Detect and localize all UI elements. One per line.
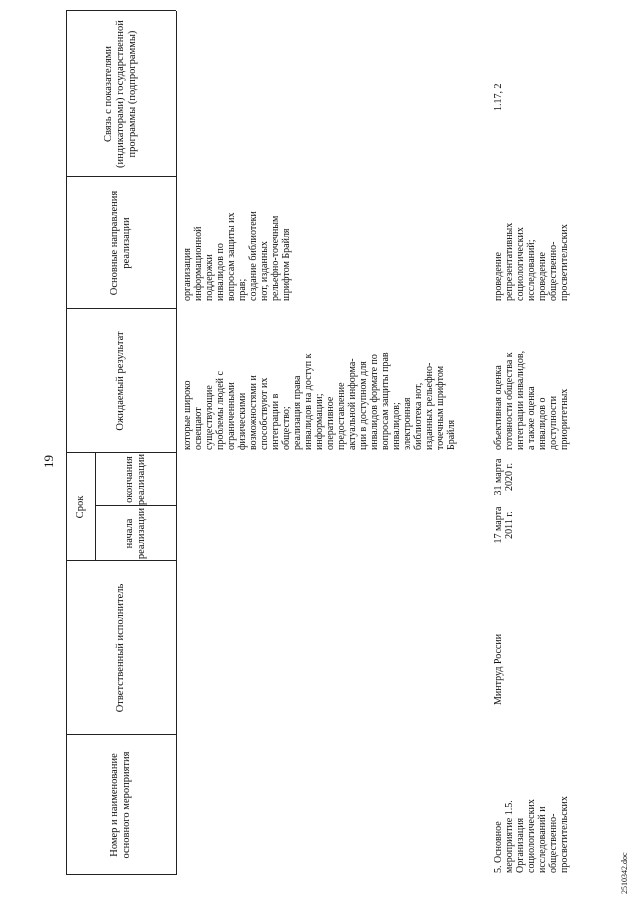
continued-expected-result: которые широко освещают существующие проблемы людей с ограниченными физическими возможностями и способствуют их интеграции в общество; реализация права инвалидов на доступ к информации; оперативное предоставление актуальной информа- ции в доступном для инвалидов формате по вопросам защиты прав инвалидов; электронная библиотека нот, изданных рельефно- точечным шрифтом Брайля bbox=[182, 352, 457, 450]
header-directions: Основные направления реализации bbox=[109, 190, 132, 296]
continued-directions: организация информационной поддержки инвалидов по вопросам защиты их прав; создание библиотеки нот, изданных рельефно-точечным шрифтом Брайля bbox=[182, 211, 292, 301]
row5-start: 17 марта 2011 г. bbox=[493, 506, 515, 544]
header-term-start: начала реализации bbox=[123, 507, 147, 560]
header-expected-result: Ожидаемый результат bbox=[115, 331, 126, 431]
row5-executor: Минтруд России bbox=[493, 633, 504, 705]
row5-end: 31 марта 2020 г. bbox=[493, 458, 515, 496]
header-executor: Ответственный исполнитель bbox=[115, 583, 126, 713]
row5-number-name: 5. Основное мероприятие 1.5. Организация социологических исследований и общественно- просветительских bbox=[493, 796, 570, 873]
header-term-end: окончания реализации bbox=[123, 453, 147, 506]
row5-link: 1.17, 2 bbox=[493, 83, 504, 111]
row5-expected-result: объективная оценка готовности общества к интеграции инвалидов, а также оценка инвалидов о доступности приоритетных bbox=[493, 350, 570, 450]
document-code: 2510342.doc bbox=[620, 852, 629, 894]
header-term: Срок bbox=[74, 495, 86, 519]
row5-directions: проведение репрезентативных социологических исследований; проведение общественно- просветительских bbox=[493, 222, 570, 301]
header-number-name: Номер и наименование основного мероприятия bbox=[109, 751, 132, 859]
header-link: Связь с показателями (индикаторами) государственной программы (подпрограммы) bbox=[103, 20, 138, 168]
header-bottom-rule bbox=[176, 11, 177, 875]
page-number: 19 bbox=[41, 455, 56, 468]
